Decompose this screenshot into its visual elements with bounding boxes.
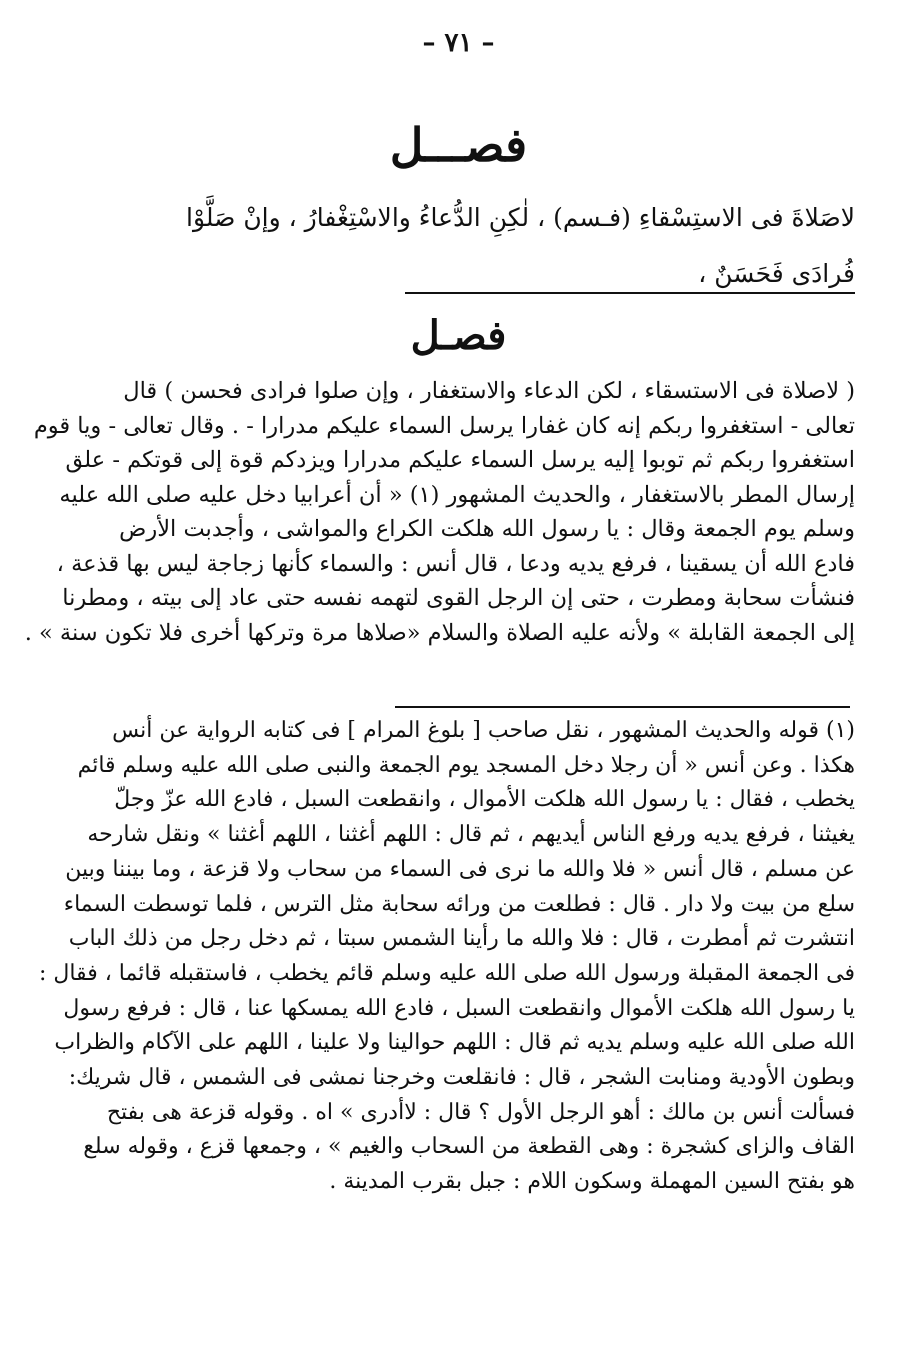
verse-text bbox=[95, 190, 855, 302]
commentary-line: استغفروا ربكم ثم توبوا إليه يرسل السماء عليكم مدرارا ويزدكم قوة إلى قوتكم - علق bbox=[65, 447, 855, 473]
commentary-line: إرسال المطر بالاستغفار ، والحديث المشهور (١) « أن أعرابيا دخل عليه صلى الله عليه bbox=[59, 481, 855, 508]
commentary-line: إلى الجمعة القابلة » ولأنه عليه الصلاة والسلام «صلاها مرة وتركها أخرى فلا تكون سنة » . bbox=[24, 619, 855, 646]
verse-line: لاصَلاةَ فى الاستِسْقاءِ (فـسم) ، لٰكِنِ الدُّعاءُ والاسْتِغْفارُ ، وإنْ صَلَّوْا bbox=[186, 203, 855, 232]
verse-line: فُرادَى فَحَسَنٌ ، bbox=[698, 259, 855, 288]
commentary-line: ( لاصلاة فى الاستسقاء ، لكن الدعاء والاستغفار ، وإن صلوا فرادى فحسن ) قال bbox=[123, 378, 855, 404]
page-number: – ٧١ – bbox=[422, 28, 495, 58]
commentary-heading: فصـل bbox=[410, 312, 507, 359]
commentary-text bbox=[24, 374, 855, 650]
footnote-line: عن مسلم ، قال أنس « فلا والله ما نرى فى السماء من سحاب ولا قزعة ، وما بيننا وبين bbox=[65, 856, 855, 882]
commentary-line: وسلم يوم الجمعة وقال : يا رسول الله هلكت الكراع والمواشى ، وأجدبت الأرض bbox=[119, 516, 855, 542]
footnote-line: الله صلى الله عليه وسلم يديه ثم قال : اللهم حوالينا ولا علينا ، اللهم على الآكام والظراب bbox=[54, 1030, 855, 1056]
footnote-line: وبطون الأودية ومنابت الشجر ، قال : فانقلعت وخرجنا نمشى فى الشمس ، قال شريك: bbox=[68, 1065, 855, 1091]
commentary-line: فادع الله أن يسقينا ، فرفع يديه ودعا ، قال أنس : والسماء كأنها زجاجة ليس بها قذعة ، bbox=[56, 550, 855, 577]
verse-divider bbox=[405, 292, 855, 294]
commentary-line: فنشأت سحابة ومطرت ، حتى إن الرجل القوى لتهمه نفسه حتى عاد إلى بيته ، ومطرنا bbox=[62, 585, 855, 611]
footnote-line: هكذا . وعن أنس « أن رجلا دخل المسجد يوم الجمعة والنبى صلى الله عليه وسلم قائم bbox=[77, 752, 855, 778]
commentary-line: تعالى - استغفروا ربكم إنه كان غفارا يرسل السماء عليكم مدرارا - . وقال تعالى - ويا قوم bbox=[33, 412, 855, 439]
footnote-line: فسألت أنس بن مالك : أهو الرجل الأول ؟ قال : لاأدرى » اه . وقوله قزعة هى بفتح bbox=[106, 1099, 855, 1125]
footnote-line: (١) قوله والحديث المشهور ، نقل صاحب [ بلوغ المرام ] فى كتابه الرواية عن أنس bbox=[112, 718, 855, 743]
footnote-line: يغيثنا ، فرفع يديه ورفع الناس أيديهم ، ثم قال : اللهم أغثنا ، اللهم أغثنا » ونقل شارحه bbox=[87, 822, 855, 848]
footnote-line: فى الجمعة المقبلة ورسول الله صلى الله عليه وسلم قائم يخطب ، فاستقبله قائما ، فقال : bbox=[38, 960, 855, 986]
footnote-line: سلع من بيت ولا دار . قال : فطلعت من ورائه سحابة مثل الترس ، فلما توسطت السماء bbox=[63, 891, 855, 917]
footnote-line: يخطب ، فقال : يا رسول الله هلكت الأموال ، وانقطعت السبل ، فادع الله عزّ وجلّ bbox=[114, 787, 855, 813]
footnote-text bbox=[38, 714, 855, 1200]
footnote-line: هو بفتح السين المهملة وسكون اللام : جبل بقرب المدينة . bbox=[329, 1169, 855, 1195]
footnote-line: يا رسول الله هلكت الأموال وانقطعت السبل ، فادع الله يمسكها عنا ، قال : فرفع رسول bbox=[63, 995, 855, 1021]
footnote-divider bbox=[395, 706, 850, 708]
section-heading: فصـــل bbox=[389, 118, 528, 172]
footnote-line: انتشرت ثم أمطرت ، قال : فلا والله ما رأينا الشمس سبتا ، ثم دخل رجل من ذلك الباب bbox=[68, 926, 855, 952]
footnote-line: القاف والزاى كشجرة : وهى القطعة من السحاب والغيم » ، وجمعها قزع ، وقوله سلع bbox=[83, 1134, 855, 1160]
